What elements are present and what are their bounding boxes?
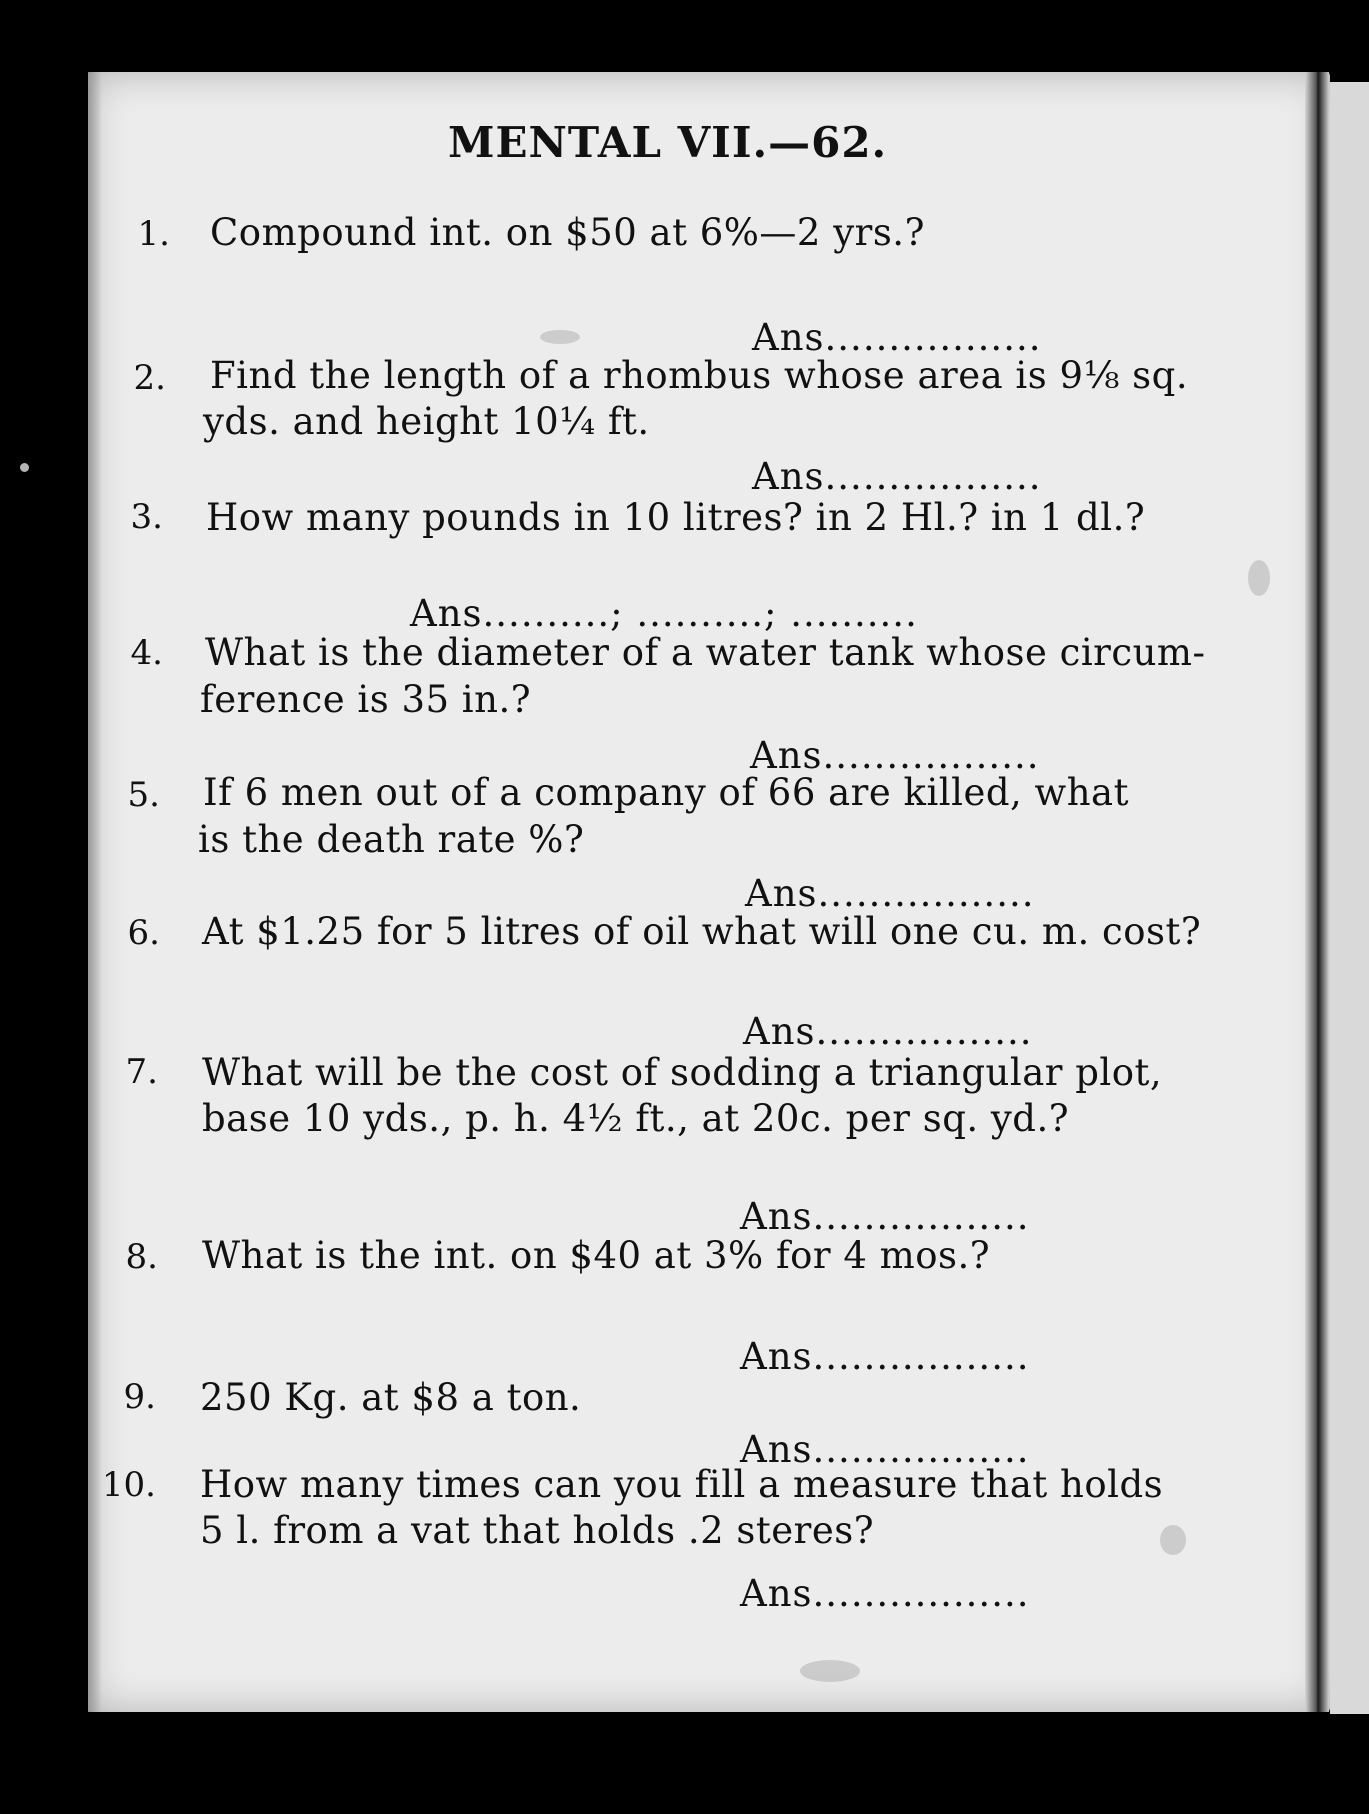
page-smudge xyxy=(1160,1525,1186,1555)
answer-blank: Ans..........; ..........; .......... xyxy=(410,592,918,635)
page-smudge xyxy=(1248,560,1270,596)
question-text: ference is 35 in.? xyxy=(200,678,532,721)
question-text: 5 l. from a vat that holds .2 steres? xyxy=(200,1509,875,1552)
answer-blank: Ans................. xyxy=(740,1195,1030,1238)
question-text: is the death rate %? xyxy=(198,818,585,861)
answer-blank: Ans................. xyxy=(740,1572,1030,1615)
question-text: Compound int. on $50 at 6%—2 yrs.? xyxy=(210,211,925,254)
question-text: base 10 yds., p. h. 4½ ft., at 20c. per sq. yd.? xyxy=(202,1097,1070,1140)
question-text: How many pounds in 10 litres? in 2 Hl.? in 1 dl.? xyxy=(206,496,1146,539)
question-text: Find the length of a rhombus whose area is 9⅛ sq. xyxy=(210,354,1189,397)
question-text: At $1.25 for 5 litres of oil what will one cu. m. cost? xyxy=(202,910,1202,953)
answer-blank: Ans................. xyxy=(743,1010,1033,1053)
question-text: What is the int. on $40 at 3% for 4 mos.? xyxy=(202,1234,991,1277)
question-text: 250 Kg. at $8 a ton. xyxy=(200,1376,582,1419)
question-text: What will be the cost of sodding a triangular plot, xyxy=(202,1051,1163,1094)
question-text: If 6 men out of a company of 66 are killed, what xyxy=(203,771,1129,814)
question-number: 4. xyxy=(130,633,163,673)
question-text: yds. and height 10¼ ft. xyxy=(203,400,650,443)
question-number: 9. xyxy=(123,1377,156,1417)
question-number: 10. xyxy=(101,1465,156,1505)
question-number: 8. xyxy=(125,1237,158,1277)
page-smudge xyxy=(540,330,580,344)
answer-blank: Ans................. xyxy=(752,455,1042,498)
answer-blank: Ans................. xyxy=(752,316,1042,359)
question-number: 5. xyxy=(127,775,160,815)
question-text: How many times can you fill a measure that holds xyxy=(200,1463,1164,1506)
answer-blank: Ans................. xyxy=(740,1335,1030,1378)
page-title: MENTAL VII.—62. xyxy=(448,118,888,167)
question-number: 1. xyxy=(137,214,170,254)
question-text: What is the diameter of a water tank whose circum- xyxy=(205,631,1206,674)
answer-blank: Ans................. xyxy=(750,734,1040,777)
answer-blank: Ans................. xyxy=(745,872,1035,915)
question-number: 3. xyxy=(130,497,163,537)
question-number: 6. xyxy=(127,913,160,953)
question-number: 2. xyxy=(133,358,166,398)
page-smudge xyxy=(800,1660,860,1682)
question-number: 7. xyxy=(125,1052,158,1092)
adjacent-page xyxy=(1330,82,1369,1714)
answer-blank: Ans................. xyxy=(740,1428,1030,1471)
page-smudge xyxy=(20,463,29,472)
book-gutter xyxy=(1305,72,1329,1712)
